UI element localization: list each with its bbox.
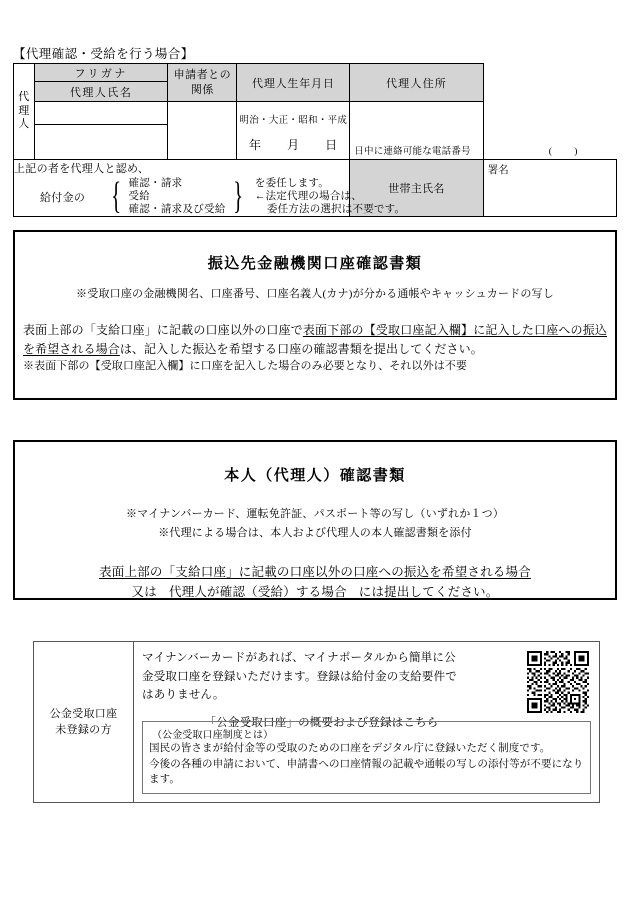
header-address: 代理人住所 bbox=[350, 64, 483, 102]
consent-note-line2: 委任方法の選択は不要です。 bbox=[266, 203, 406, 215]
bank-box-note: ※表面下部の【受取口座記入欄】に口座を記入した場合のみ必要となり、それ以外は不要 bbox=[23, 360, 467, 373]
bank-box-subtitle: ※受取口座の金融機関名、口座番号、口座名義人(カナ)が分かる通帳やキャッシュカードの写し bbox=[76, 288, 554, 300]
consent-delegation-row bbox=[14, 175, 406, 218]
id-condition-line1 bbox=[15, 562, 615, 582]
consent-entrust-note bbox=[255, 178, 405, 216]
birth-day-label: 日 bbox=[325, 137, 338, 152]
consent-options-list[interactable] bbox=[125, 178, 228, 216]
koukin-body-line3: はありません。 bbox=[142, 689, 225, 702]
consent-options-group bbox=[107, 175, 247, 218]
proxy-row-label-text: 代理人 bbox=[18, 91, 30, 131]
id-condition-line1-underlined: 表面上部の「支給口座」に記載の口座以外の口座への振込を希望される場合 bbox=[99, 565, 531, 579]
koukin-left-label bbox=[34, 642, 134, 802]
koukin-inner-line1: 国民の皆さまが給付金等の受取のための口座をデジタル庁に登録いただく制度です。 bbox=[149, 742, 551, 754]
koukin-body-line1: マイナンバーカードがあれば、マイナポータルから簡単に公 bbox=[142, 652, 456, 664]
koukin-system-explanation bbox=[142, 721, 591, 794]
proxy-section-heading: 【代理確認・受給を行う場合】 bbox=[13, 47, 194, 61]
bank-account-documents-box bbox=[13, 230, 617, 400]
id-condition-line2-underlined: 代理人が確認（受給）する場合 bbox=[168, 585, 347, 599]
header-relationship bbox=[168, 64, 237, 102]
birth-month-label: 月 bbox=[287, 137, 300, 152]
bank-para-segment1: 表面上部の「支給口座」に記載の口座以外の口座で bbox=[23, 323, 303, 337]
public-receipt-account-box bbox=[33, 641, 600, 803]
bank-box-paragraph bbox=[23, 321, 607, 358]
koukin-registration-link[interactable]: 「公金受取口座」の概要および登録はこちら bbox=[204, 716, 439, 729]
header-proxy-name: 代理人氏名 bbox=[35, 82, 168, 102]
telephone-field[interactable] bbox=[354, 143, 587, 157]
brace-left-icon: { bbox=[111, 175, 122, 218]
id-condition-line2 bbox=[15, 582, 615, 602]
table-row-consent bbox=[14, 160, 617, 217]
householder-name-label: 世帯主氏名 bbox=[350, 160, 483, 217]
signature-input-cell[interactable] bbox=[483, 160, 616, 217]
consent-option-1[interactable]: 受給 bbox=[128, 190, 151, 202]
brace-right-icon: } bbox=[232, 175, 243, 218]
consent-note-line1: ←法定代理の場合は、 bbox=[254, 190, 362, 202]
telephone-parens: ( ) bbox=[548, 147, 588, 157]
header-relationship-line1: 申請者との bbox=[173, 68, 232, 81]
id-box-conditions bbox=[15, 562, 615, 602]
header-relationship-line2: 関係 bbox=[190, 83, 214, 96]
relationship-input-cell[interactable] bbox=[168, 102, 237, 160]
telephone-label: 日中に連絡可能な電話番号 bbox=[354, 147, 471, 157]
table-row-furigana-entry bbox=[14, 102, 617, 125]
identity-documents-box bbox=[13, 440, 617, 600]
consent-option-2[interactable]: 確認・請求及び受給 bbox=[128, 203, 226, 215]
birth-ymd-fields[interactable] bbox=[237, 126, 349, 153]
consent-option-0[interactable]: 確認・請求 bbox=[128, 178, 183, 189]
proxy-name-input-cell[interactable] bbox=[35, 125, 168, 160]
proxy-row-label bbox=[14, 64, 35, 160]
id-box-title: 本人（代理人）確認書類 bbox=[224, 468, 406, 484]
koukin-body-line2: 金受取口座を登録いただけます。登録は給付金の支給要件で bbox=[142, 670, 457, 683]
birth-date-input-cell[interactable] bbox=[237, 102, 350, 160]
bank-para-segment2-underlined: 表面下部の【受取口座記入欄】に記入した口座への振込を希望される場合 bbox=[23, 323, 607, 356]
consent-benefit-label: 給付金の bbox=[40, 192, 86, 205]
koukin-content-area bbox=[134, 642, 599, 802]
consent-statement-cell bbox=[14, 160, 406, 218]
id-box-subtitle2: ※代理による場合は、本人および代理人の本人確認書類を添付 bbox=[158, 527, 472, 539]
qr-code-graphic bbox=[527, 651, 589, 713]
birth-year-label: 年 bbox=[249, 137, 262, 152]
bank-para-segment3: は、記入した振込を希望する口座の確認書類を提出してください。 bbox=[119, 341, 483, 356]
koukin-label-line2: 未登録の方 bbox=[55, 724, 112, 736]
consent-entrust-text: を委任します。 bbox=[254, 178, 329, 189]
koukin-inner-head: （公金受取口座制度とは） bbox=[152, 729, 274, 741]
header-furigana: フリガナ bbox=[35, 64, 168, 82]
qr-code[interactable] bbox=[527, 651, 589, 713]
koukin-label-line1: 公金受取口座 bbox=[49, 707, 118, 720]
table-row-header-top bbox=[14, 64, 617, 82]
address-input-cell[interactable] bbox=[350, 102, 588, 160]
id-condition-line2-suffix: には提出してください。 bbox=[358, 585, 499, 599]
consent-line1: 上記の者を代理人と認め、 bbox=[14, 163, 150, 175]
koukin-inner-line2: 今後の各種の申請において、申請書への口座情報の記載や通帳の写しの添付等が不要になります。 bbox=[149, 758, 584, 786]
birth-era-options[interactable]: 明治・大正・昭和・平成 bbox=[239, 115, 348, 126]
header-birth-date: 代理人生年月日 bbox=[237, 64, 350, 102]
signature-label: 署名 bbox=[487, 165, 509, 176]
proxy-information-table bbox=[13, 63, 617, 217]
id-box-subtitle1: ※マイナンバーカード、運転免許証、パスポート等の写し（いずれか１つ） bbox=[125, 508, 505, 520]
bank-box-title: 振込先金融機関口座確認書類 bbox=[207, 256, 423, 272]
id-condition-line2-prefix: 又は bbox=[131, 585, 157, 599]
furigana-input-cell[interactable] bbox=[35, 102, 168, 125]
